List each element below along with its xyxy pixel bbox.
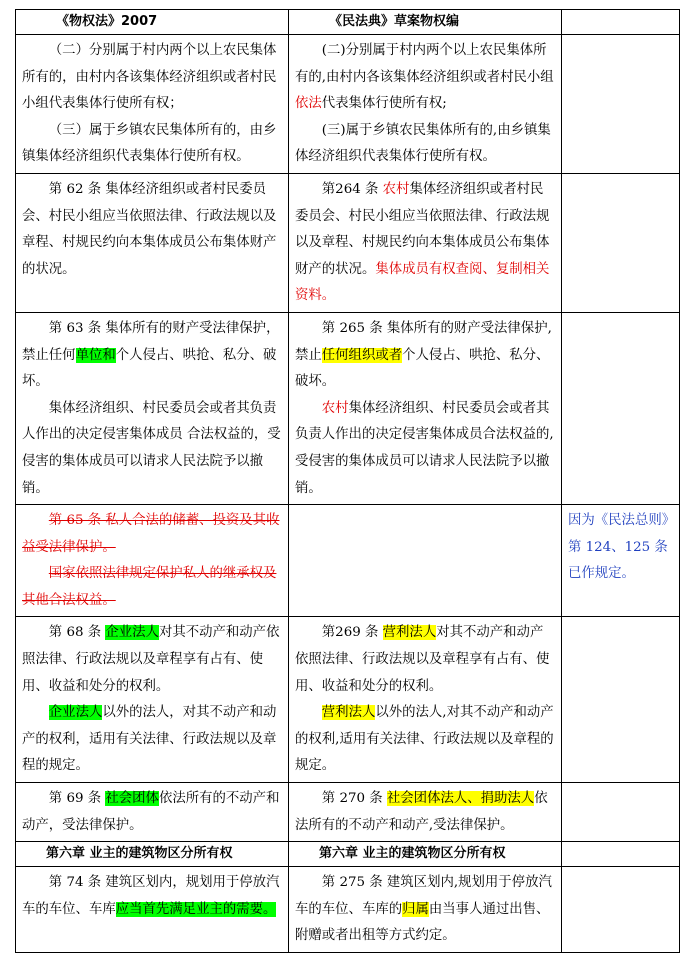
text-span: 由当事人通过出售、附赠或者出租等方式约定。 <box>295 901 550 944</box>
table-row <box>16 617 680 783</box>
text-span: 以外的法人,对其不动产和动产的权利,适用有关法律、行政法规以及章程的规定。 <box>295 705 554 774</box>
mid-cell <box>289 867 562 953</box>
table-row <box>16 35 680 174</box>
paragraph <box>295 38 555 118</box>
paragraph <box>295 177 555 310</box>
left-cell <box>16 312 289 504</box>
text-span: 第264 条 <box>321 181 383 197</box>
text-span: 集体经济组织、村民委员会或者其负责人作出的决定侵害集体成员合法权益的,受侵害的集体成员可以请求人民法院予以撤销。 <box>295 400 554 496</box>
paragraph: （二）分别属于村内两个以上农民集体所有的，由村内各该集体经济组织或者村民小组代表集体行使所有权； <box>22 43 277 112</box>
table-row <box>16 867 680 953</box>
text-span: 第 68 条 <box>48 625 106 641</box>
green-highlight: 社会团体 <box>105 791 159 807</box>
text-span: 第 63 条 集体所有的财产受法律保护，禁止任何 <box>22 320 280 363</box>
note-cell <box>562 867 680 953</box>
paragraph <box>22 870 282 923</box>
text-span: 对其不动产和动产依照法律、行政法规以及章程享有占有、使用、收益和处分的权利。 <box>22 625 280 694</box>
paragraph: （三）属于乡镇农民集体所有的，由乡镇集体经济组织代表集体行使所有权。 <box>22 122 277 165</box>
chapter-heading-left: 第六章 业主的建筑物区分所有权 <box>16 842 289 867</box>
paragraph <box>22 316 282 396</box>
note-cell <box>562 312 680 504</box>
text-span: 依法所有的不动产和动产，受法律保护。 <box>22 791 280 833</box>
paragraph <box>22 786 282 839</box>
text-span: 第 69 条 <box>48 791 106 807</box>
text-span: 第 74 条 建筑区划内，规划用于停放汽车的车位、车库 <box>22 875 280 917</box>
mid-cell <box>289 783 562 842</box>
yellow-highlight: 任何组织或者 <box>321 347 403 363</box>
text-span: 对其不动产和动产依照法律、行政法规以及章程享有占有、使用、收益和处分的权利。 <box>295 625 550 694</box>
paragraph: (三)属于乡镇农民集体所有的,由乡镇集体经济组织代表集体行使所有权。 <box>295 122 551 165</box>
text-span: 第 275 条 建筑区划内,规划用于停放汽车的车位、车库的 <box>295 875 552 917</box>
table-row <box>16 783 680 842</box>
left-cell <box>16 505 289 617</box>
header-property-law: 《物权法》2007 <box>16 10 289 35</box>
text-span: 第 265 条 集体所有的财产受法律保护,禁止 <box>295 320 552 363</box>
text-span: 以外的法人，对其不动产和动产的权利，适用有关法律、行政法规以及章程的规定。 <box>22 705 277 774</box>
mid-cell <box>289 173 562 312</box>
text-span: 第269 条 <box>321 625 383 641</box>
added-text: 依法 <box>295 96 322 112</box>
note-text: 因为《民法总则》第 124、125 条已作规定。 <box>568 513 669 582</box>
paragraph <box>295 620 555 700</box>
text-span: 代表集体行使所有权; <box>321 96 447 112</box>
mid-cell <box>289 35 562 174</box>
table-row <box>16 173 680 312</box>
paragraph <box>295 316 555 396</box>
yellow-highlight: 营利法人 <box>382 625 437 641</box>
paragraph <box>22 700 282 780</box>
left-cell <box>16 173 289 312</box>
green-highlight: 企业法人 <box>105 625 159 641</box>
text-span: 依法所有的不动产和动产,受法律保护。 <box>295 791 548 833</box>
text-span: (二)分别属于村内两个以上农民集体所有的,由村内各该集体经济组织或者村民小组 <box>295 43 554 85</box>
paragraph <box>22 620 282 700</box>
mid-cell <box>289 505 562 617</box>
added-text: 农村 <box>321 400 349 416</box>
yellow-highlight: 营利法人 <box>321 705 376 721</box>
header-civil-code: 《民法典》草案物权编 <box>289 10 562 35</box>
left-cell <box>16 35 289 174</box>
added-text: 集体成员有权查阅、复制相关资料。 <box>295 261 550 304</box>
green-highlight: 企业法人 <box>48 705 103 721</box>
added-text: 农村 <box>382 181 410 197</box>
comparison-table <box>15 9 680 953</box>
mid-cell <box>289 312 562 504</box>
paragraph: 第 62 条 集体经济组织或者村民委员会、村民小组应当依照法律、行政法规以及章程、村规民约向本集体成员公布集体财产的状况。 <box>22 181 277 277</box>
deleted-paragraph: 国家依照法律规定保护私人的继承权及其他合法权益。 <box>22 566 277 608</box>
note-cell <box>562 505 680 617</box>
paragraph <box>295 786 555 839</box>
paragraph: 集体经济组织、村民委员会或者其负责人作出的决定侵害集体成员 合法权益的，受侵害的集体成员可以请求人民法院予以撤销。 <box>22 400 281 496</box>
text-span: 个人侵占、哄抢、私分、破坏。 <box>22 347 277 390</box>
left-cell <box>16 867 289 953</box>
text-span: 第 270 条 <box>321 791 387 807</box>
note-cell <box>562 173 680 312</box>
note-cell <box>562 842 680 867</box>
paragraph <box>295 700 555 780</box>
text-span: 个人侵占、哄抢、私分、破坏。 <box>295 347 550 390</box>
note-cell <box>562 783 680 842</box>
note-cell <box>562 35 680 174</box>
deleted-paragraph: 第 65 条 私人合法的储蓄、投资及其收益受法律保护。 <box>22 513 280 555</box>
yellow-highlight: 归属 <box>402 901 429 917</box>
yellow-highlight: 社会团体法人、捐助法人 <box>386 791 535 807</box>
table-row <box>16 312 680 504</box>
header-row <box>16 10 680 35</box>
header-notes <box>562 10 680 35</box>
text-span: 集体经济组织或者村民委员会、村民小组应当依照法律、行政法规以及章程、村规民约向本集体成员公布集体财产的状况。 <box>295 181 550 277</box>
left-cell <box>16 617 289 783</box>
table-row <box>16 505 680 617</box>
paragraph <box>295 396 555 502</box>
left-cell <box>16 783 289 842</box>
chapter-heading-mid: 第六章 业主的建筑物区分所有权 <box>289 842 562 867</box>
mid-cell <box>289 617 562 783</box>
chapter-row <box>16 842 680 867</box>
paragraph <box>295 870 555 950</box>
note-cell <box>562 617 680 783</box>
green-highlight: 应当首先满足业主的需要。 <box>115 901 277 917</box>
green-highlight: 单位和 <box>75 347 116 363</box>
